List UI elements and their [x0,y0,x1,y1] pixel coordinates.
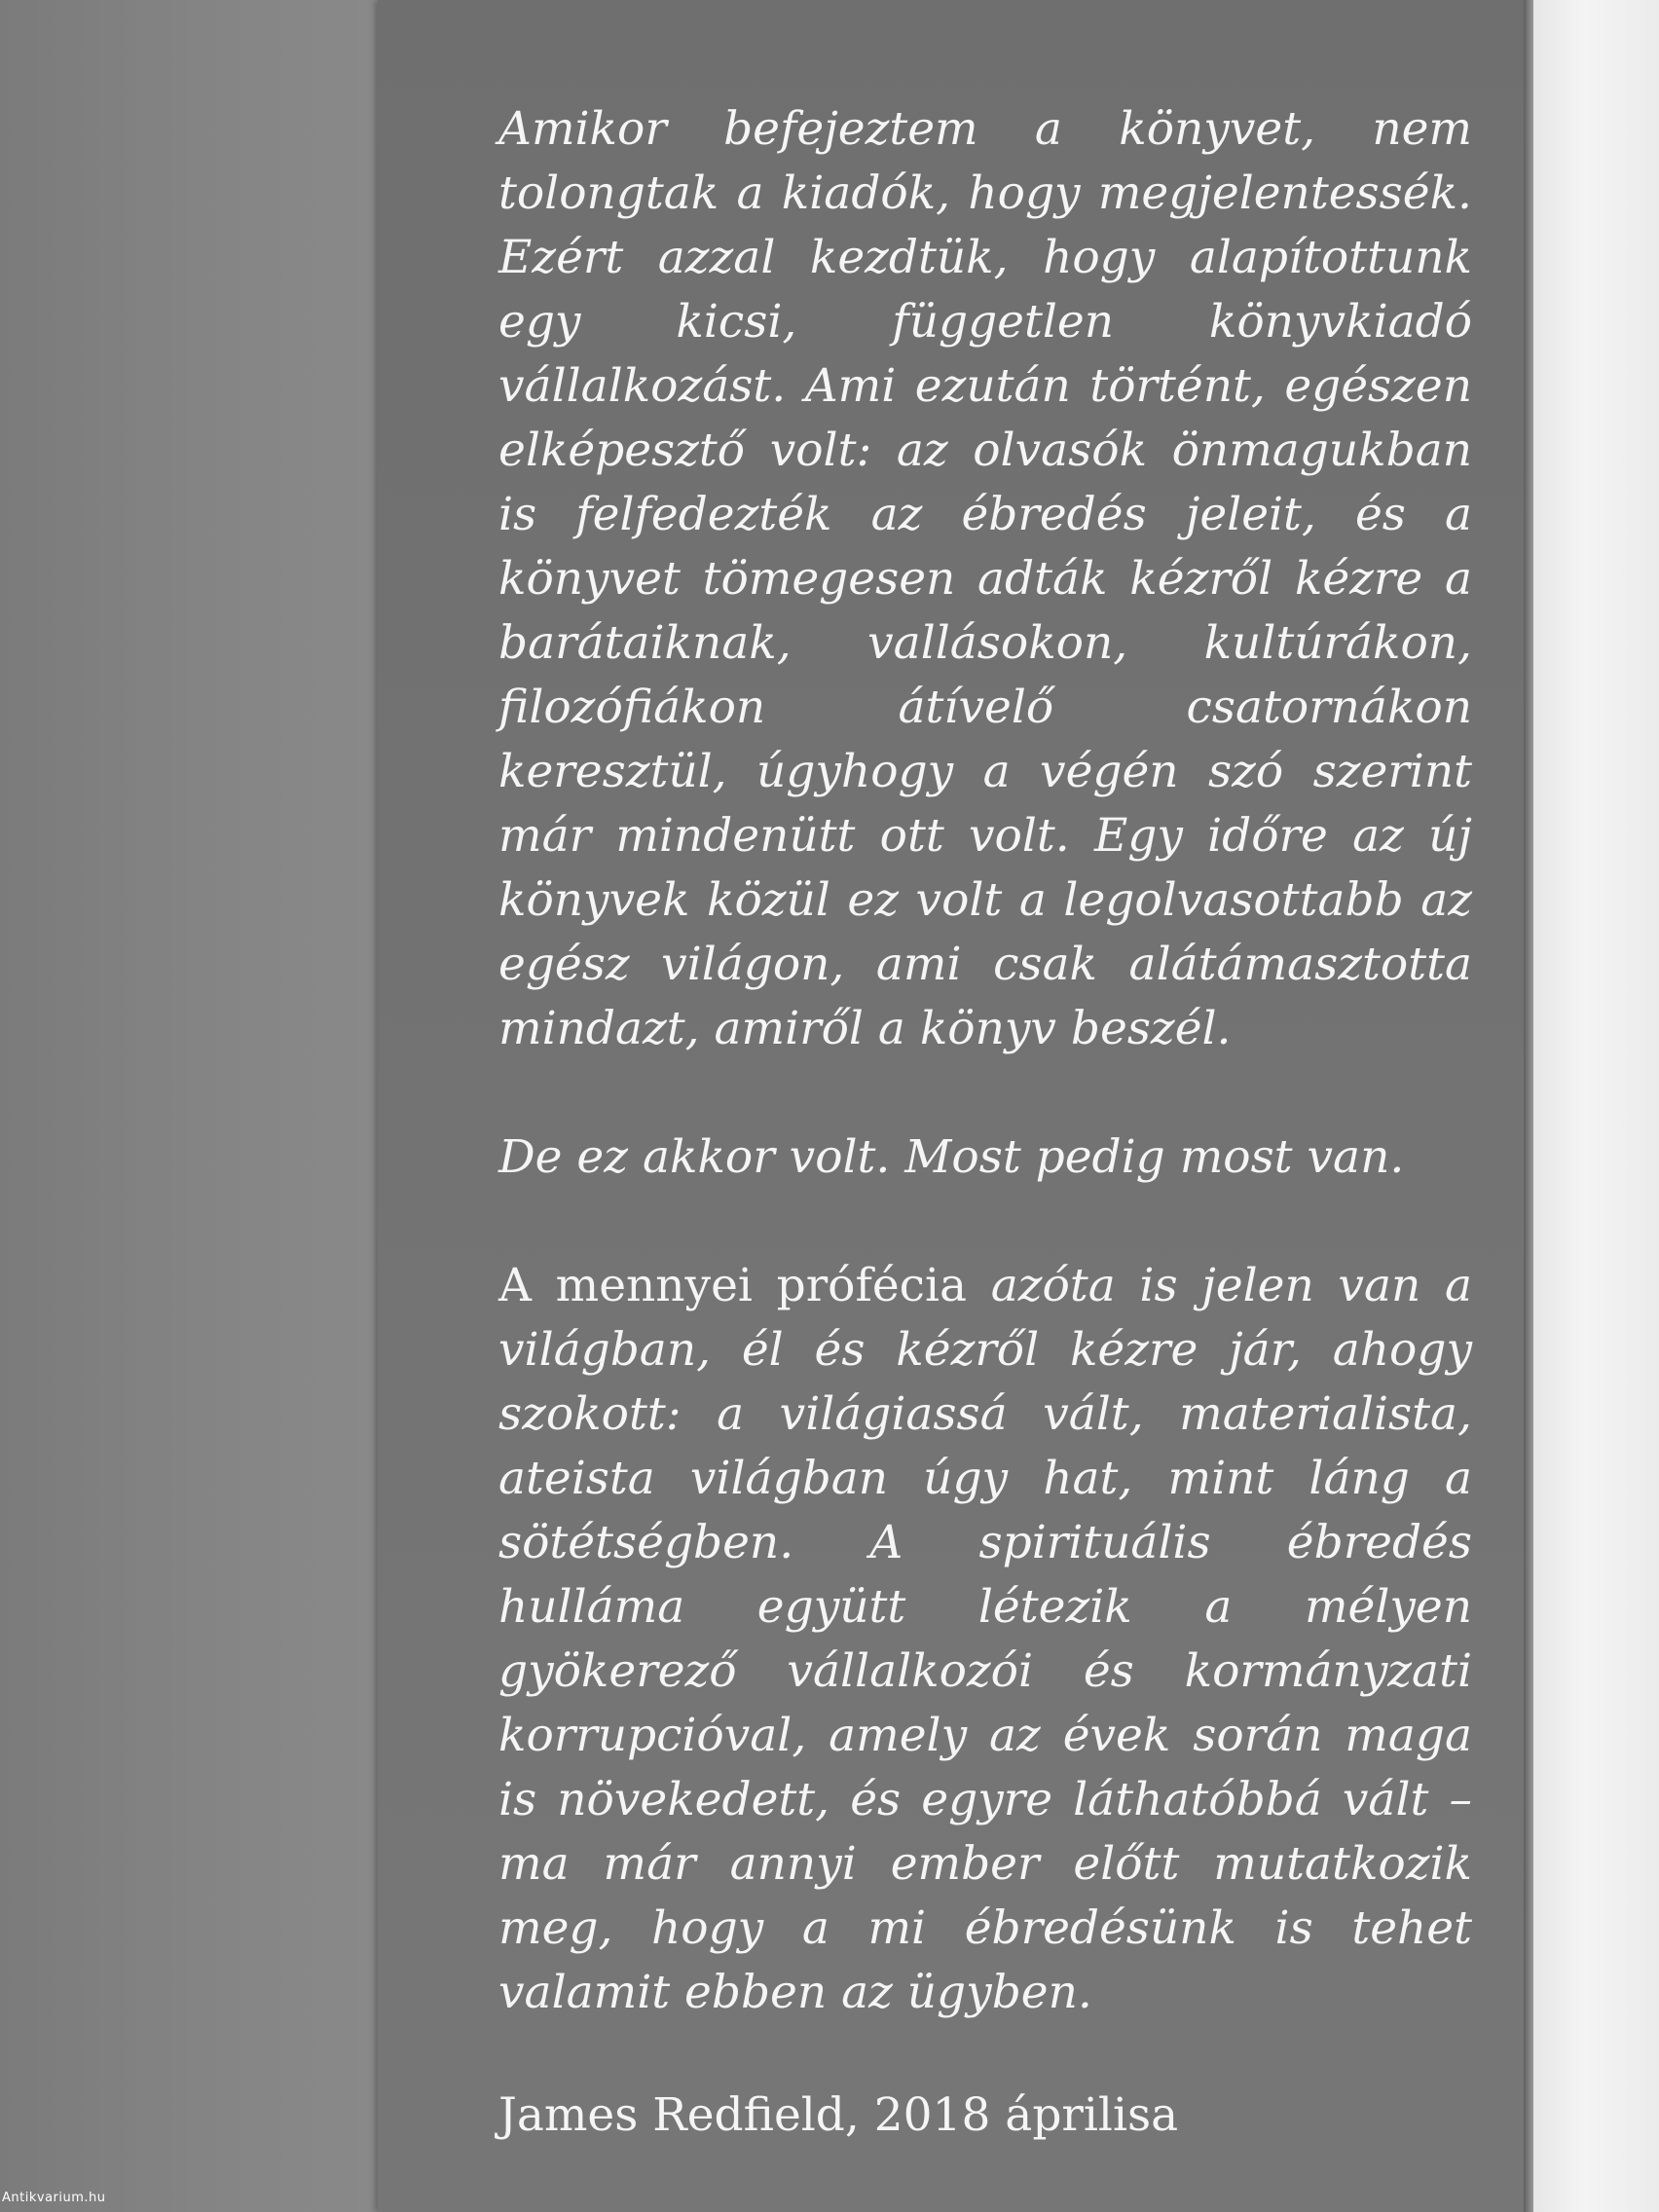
right-white-page [1533,0,1659,2212]
paragraph-prophecy-body: azóta is jelen van a világban, él és kézről kézre jár, ahogy szokott: a világiassá vált, materialista, ateista világban úgy hat, mint láng a sötétségben. A spirituális ébredés hulláma együtt létezik a mélyen gyökerező vállalkozói és kormányzati korrupcióval, amely az évek során maga is növekedett, és egyre láthatóbbá vált – ma már annyi ember előtt mutatkozik meg, hogy a mi ébredésünk is tehet valamit ebben az ügyben. [498,1259,1472,2019]
book-title-text: A mennyei prófécia [498,1259,968,1312]
paragraph-prophecy [498,1254,1472,2025]
cover-text-block [498,97,1472,2148]
left-cover-flap [0,0,409,2212]
watermark-label: Antikvarium.hu [2,2191,106,2205]
page-edge-shadow [1524,0,1533,2212]
paragraph-intro: Amikor befejeztem a könyvet, nem tolongtak a kiadók, hogy megjelentessék. Ezért azzal kezdtük, hogy alapítottunk egy kicsi, független könyvkiadó vállalkozást. Ami ezután történt, egészen elképesztő volt: az olvasók önmagukban is felfedezték az ébredés jeleit, és a könyvet tömegesen adták kézről kézre a barátaiknak, vallásokon, kultúrákon, filozófiákon átívelő csatornákon keresztül, úgyhogy a végén szó szerint már mindenütt ott volt. Egy időre az új könyvek közül ez volt a legolvasottabb az egész világon, ami csak alátámasztotta mindazt, amiről a könyv beszél. [498,102,1472,1055]
signature-line: James Redfield, 2018 áprilisa [498,2088,1179,2142]
paragraph-then-now: De ez akkor volt. Most pedig most van. [498,1130,1405,1184]
